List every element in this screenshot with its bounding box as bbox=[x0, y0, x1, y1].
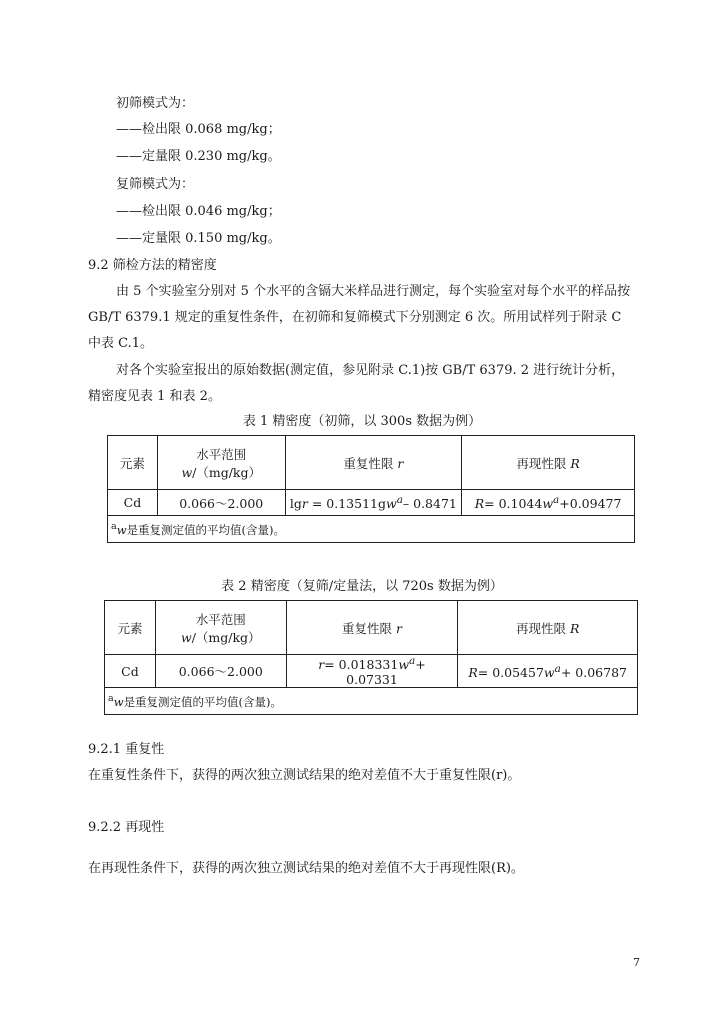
section-paragraph-2: 对各个实验室报出的原始数据(测定值，参见附录 C.1)按 GB/T 6379. 2 进行统计分析，精密度见表 1 和表 2。 bbox=[88, 363, 625, 404]
table1-caption: 表 1 精密度（初筛，以 300s 数据为例） bbox=[242, 414, 482, 429]
list1-item-quantitation-limit: ——定量限 0.230 mg/kg。 bbox=[116, 149, 281, 164]
subsection-reproducibility-title: 9.2.2 再现性 bbox=[88, 820, 165, 835]
table2-footnote: $^a$w是重复测定值的平均值(含量)。 bbox=[105, 688, 638, 715]
section-paragraph-1: 由 5 个实验室分别对 5 个水平的含镉大米样品进行测定，每个实验室对每个水平的样品按 GB/T 6379.1 规定的重复性条件，在初筛和复筛模式下分别测定 6 次。所用试样列于附录 C 中表 C.1。 bbox=[88, 284, 631, 351]
table1-cell-element: Cd bbox=[108, 490, 158, 516]
subsection-reproducibility-text: 在再现性条件下，获得的两次独立测试结果的绝对差值不大于再现性限(R)。 bbox=[88, 861, 524, 876]
table1-header-reproducibility: 再现性限 R bbox=[462, 436, 635, 490]
table2-header-element: 元素 bbox=[105, 601, 156, 655]
table2-cell-repeatability: $r= 0.018331w^a+ 0.07331$ bbox=[286, 655, 458, 688]
table1-header-repeatability: 重复性限 r bbox=[285, 436, 462, 490]
table1-cell-repeatability: $\lg r = 0.13511gw^a-$ 0.8471 bbox=[285, 490, 462, 516]
table1-header-element: 元素 bbox=[108, 436, 158, 490]
table1 bbox=[107, 435, 635, 543]
subsection-repeatability-text: 在重复性条件下，获得的两次独立测试结果的绝对差值不大于重复性限(r)。 bbox=[88, 768, 521, 783]
table2-cell-range: 0.066～2.000 bbox=[155, 655, 286, 688]
table2-cell-element: Cd bbox=[105, 655, 156, 688]
subsection-repeatability-title: 9.2.1 重复性 bbox=[88, 742, 165, 757]
list1-heading: 初筛模式为： bbox=[116, 96, 195, 111]
table1-footnote: $^a$w是重复测定值的平均值(含量)。 bbox=[108, 516, 635, 543]
table2 bbox=[104, 600, 638, 715]
list2-item-quantitation-limit: ——定量限 0.150 mg/kg。 bbox=[116, 231, 281, 246]
table1-header-range: 水平范围 w/（mg/kg） bbox=[157, 436, 285, 490]
list2-item-detection-limit: ——检出限 0.046 mg/kg； bbox=[116, 204, 281, 219]
section-title: 9.2 筛检方法的精密度 bbox=[88, 258, 217, 273]
table2-header-repeatability: 重复性限 r bbox=[286, 601, 458, 655]
table2-caption: 表 2 精密度（复筛/定量法，以 720s 数据为例） bbox=[221, 579, 503, 594]
page-number: 7 bbox=[633, 956, 640, 969]
table2-header-reproducibility: 再现性限 R bbox=[458, 601, 638, 655]
list2-heading: 复筛模式为： bbox=[116, 177, 195, 192]
table2-cell-reproducibility: $R= 0.05457w^a+ 0.06787$ bbox=[458, 655, 638, 688]
list1-item-detection-limit: ——检出限 0.068 mg/kg； bbox=[116, 122, 281, 137]
table1-cell-reproducibility: $R= 0.1044w^a+0.09477$ bbox=[462, 490, 635, 516]
table1-cell-range: 0.066～2.000 bbox=[157, 490, 285, 516]
table2-header-range: 水平范围 w/（mg/kg） bbox=[155, 601, 286, 655]
